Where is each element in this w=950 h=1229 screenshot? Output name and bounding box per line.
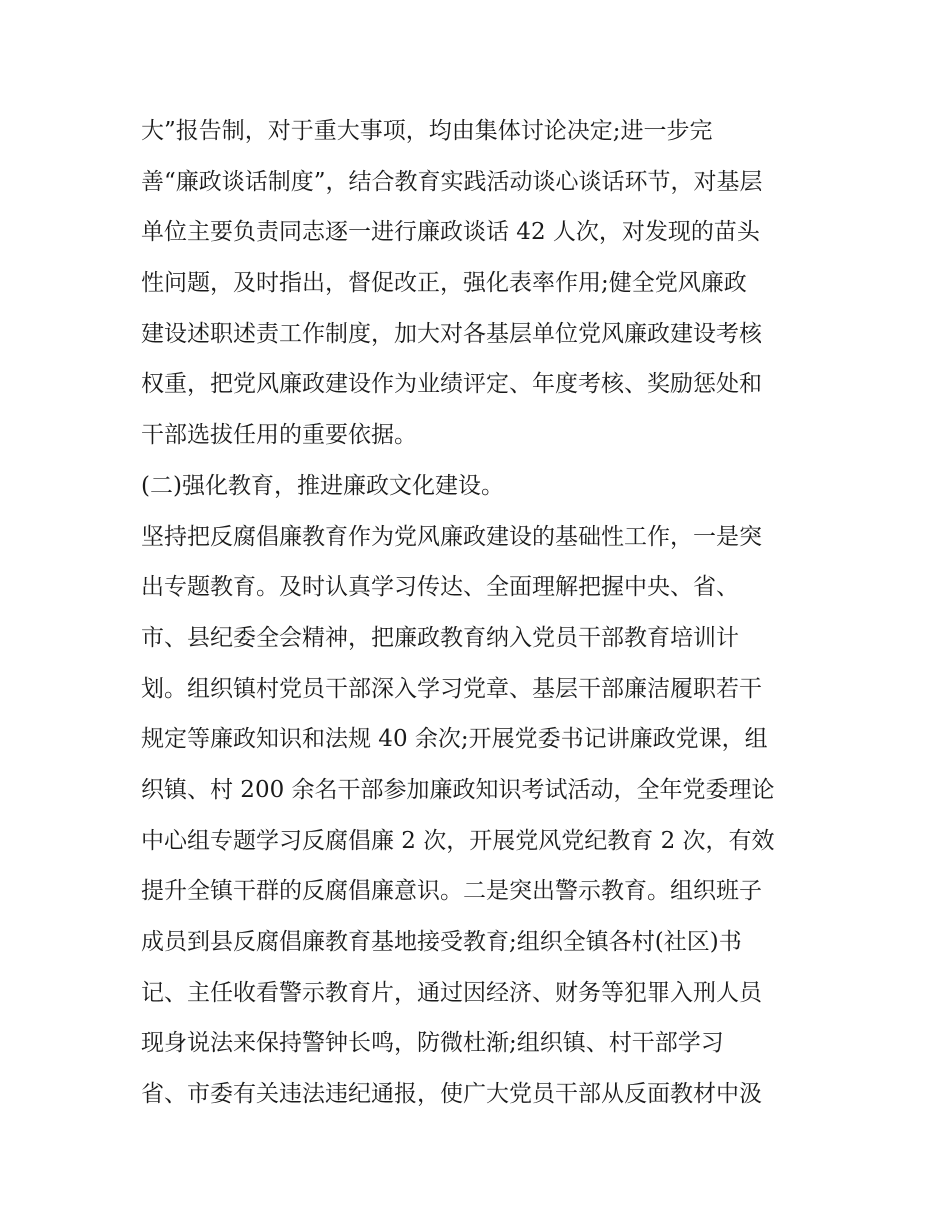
text-line: 织镇、村 200 余名干部参加廉政知识考试活动，全年党委理论: [141, 776, 775, 803]
text-line: 市、县纪委全会精神，把廉政教育纳入党员干部教育培训计: [141, 624, 739, 651]
text-line: 划。组织镇村党员干部深入学习党章、基层干部廉洁履职若干: [141, 675, 762, 702]
text-line: 干部选拔任用的重要依据。: [141, 422, 417, 449]
text-line: 提升全镇干群的反腐倡廉意识。二是突出警示教育。组织班子: [141, 878, 762, 905]
text-line: 出专题教育。及时认真学习传达、全面理解把握中央、省、: [141, 574, 739, 601]
text-line: 建设述职述责工作制度，加大对各基层单位党风廉政建设考核: [141, 320, 762, 347]
text-line: 中心组专题学习反腐倡廉 2 次，开展党风党纪教育 2 次，有效: [141, 827, 775, 854]
text-line: 省、市委有关违法违纪通报，使广大党员干部从反面教材中汲: [141, 1081, 762, 1108]
text-line: 成员到县反腐倡廉教育基地接受教育;组织全镇各村(社区)书: [141, 929, 742, 955]
text-line: 性问题，及时指出，督促改正，强化表率作用;健全党风廉政: [141, 270, 747, 297]
document-body: [141, 106, 821, 1120]
text-line: 善“廉政谈话制度”，结合教育实践活动谈心谈话环节，对基层: [141, 168, 763, 195]
section-heading: (二)强化教育，推进廉政文化建设。: [141, 472, 504, 499]
text-line: 单位主要负责同志逐一进行廉政谈话 42 人次，对发现的苗头: [141, 219, 760, 246]
text-line: 规定等廉政知识和法规 40 余次;开展党委书记讲廉政党课，组: [141, 726, 768, 753]
text-line: 现身说法来保持警钟长鸣，防微杜渐;组织镇、村干部学习: [141, 1030, 724, 1057]
text-line: 记、主任收看警示教育片，通过因经济、财务等犯罪入刑人员: [141, 979, 762, 1006]
text-line: 大”报告制，对于重大事项，均由集体讨论决定;进一步完: [141, 118, 713, 144]
text-line: 权重，把党风廉政建设作为业绩评定、年度考核、奖励惩处和: [141, 371, 762, 398]
text-line: 坚持把反腐倡廉教育作为党风廉政建设的基础性工作，一是突: [141, 523, 762, 550]
